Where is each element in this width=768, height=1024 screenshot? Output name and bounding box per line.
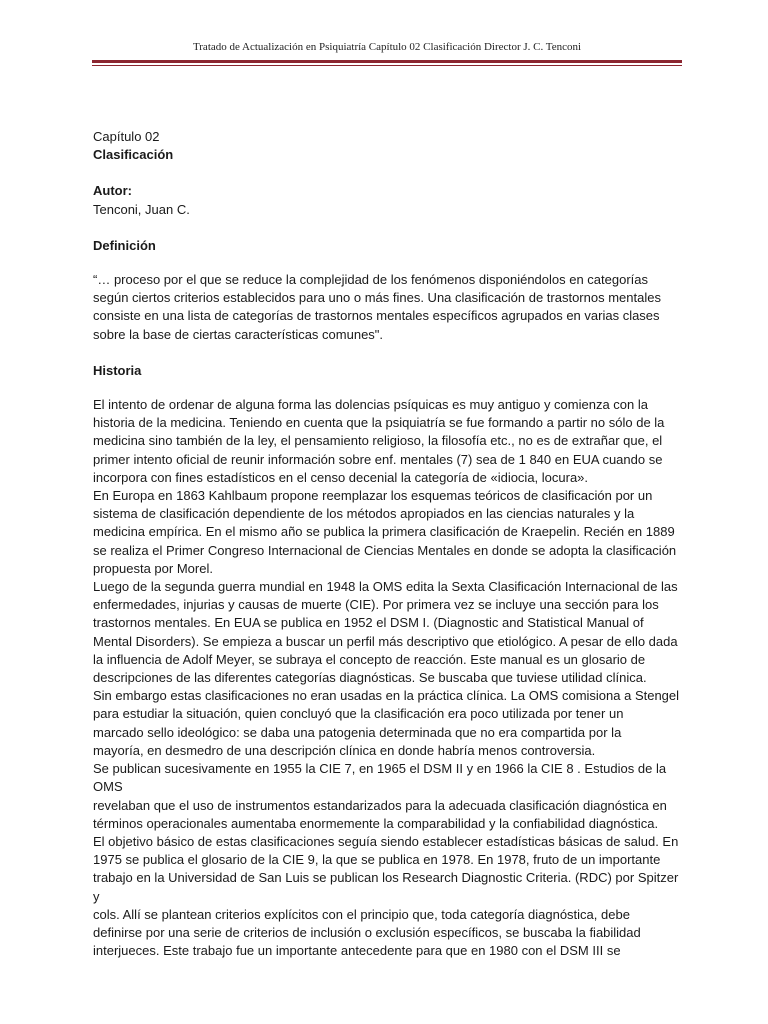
history-line: El intento de ordenar de alguna forma las dolencias psíquicas es muy antiguo y comienza con la: [93, 397, 648, 413]
history-line: En Europa en 1863 Kahlbaum propone reemplazar los esquemas teóricos de clasificación por un: [93, 488, 653, 504]
definition-heading: Definición: [93, 237, 156, 253]
history-line: cols. Allí se plantean criterios explícitos con el principio que, toda categoría diagnóstica, debe: [93, 906, 630, 922]
history-line: descripciones de las diferentes categorías diagnósticas. Se buscaba que tuviese utilidad clínica.: [93, 670, 647, 686]
history-line: El objetivo básico de estas clasificaciones seguía siendo establecer estadísticas básicas de salud. En: [93, 833, 679, 849]
history-paragraph: [93, 396, 683, 960]
running-header: Tratado de Actualización en Psiquiatría Capítulo 02 Clasificación Director J. C. Tenconi: [192, 41, 582, 53]
header-rule-thick: [92, 60, 682, 63]
definition-line: “… proceso por el que se reduce la complejidad de los fenómenos disponiéndolos en categorías: [93, 272, 649, 288]
history-line: definirse por una serie de criterios de inclusión o exclusión específicos, se buscaba la fiabilidad: [93, 924, 641, 940]
definition-line: según ciertos criterios establecidos para uno o más fines. Una clasificación de trastornos mentales: [93, 290, 661, 306]
history-line: sistema de clasificación dependiente de los métodos apropiados en las ciencias naturales y la: [93, 506, 635, 522]
history-line: medicina empírica. En el mismo año se publica la primera clasificación de Kraepelin. Recién en 1889: [93, 524, 675, 540]
history-heading: Historia: [93, 362, 142, 378]
history-line: para estudiar la situación, quien concluyó que la clasificación era poco utilizada por tener un: [93, 706, 624, 722]
history-line: Sin embargo estas clasificaciones no eran usadas en la práctica clínica. La OMS comisiona a Stengel: [93, 688, 680, 704]
history-line: historia de la medicina. Teniendo en cuenta que la psiquiatría se fue formando a partir no sólo de la: [93, 415, 665, 431]
history-line: la influencia de Adolf Meyer, se subraya el concepto de reacción. Este manual es un glosario de: [93, 651, 646, 667]
header-rule-thin: [92, 65, 682, 66]
history-line: marcado sello ideológico: se daba una patogenia determinada que no era compartida por la: [93, 724, 622, 740]
chapter-title: Clasificación: [93, 147, 174, 163]
history-line: trabajo en la Universidad de San Luis se publican los Research Diagnostic Criteria. (RDC) por Spitzer y: [93, 870, 679, 904]
history-line: Se publican sucesivamente en 1955 la CIE 7, en 1965 el DSM II y en 1966 la CIE 8 . Estudios de la OMS: [93, 761, 667, 795]
history-line: revelaban que el uso de instrumentos estandarizados para la adecuada clasificación diagnóstica en: [93, 797, 667, 813]
history-line: incorpora con fines estadísticos en el censo decenial la categoría de «idiocia, locura».: [93, 469, 589, 485]
author-label: Autor:: [93, 183, 132, 199]
history-line: propuesta por Morel.: [93, 560, 213, 576]
definition-paragraph: [93, 271, 683, 344]
history-line: Luego de la segunda guerra mundial en 1948 la OMS edita la Sexta Clasificación Internacional de las: [93, 579, 678, 595]
history-line: trastornos mentales. En EUA se publica en 1952 el DSM I. (Diagnostic and Statistical Manual of: [93, 615, 644, 631]
author-name: Tenconi, Juan C.: [93, 201, 190, 217]
history-line: medicina sino también de la ley, el pensamiento religioso, la filosofía etc., no es de extrañar que, el: [93, 433, 663, 449]
document-body: [93, 128, 683, 960]
history-line: términos operacionales aumentaba enormemente la comparabilidad y la confiabilidad diagnóstica.: [93, 815, 659, 831]
history-line: 1975 se publica el glosario de la CIE 9, la que se publica en 1978. En 1978, fruto de un importante: [93, 852, 661, 868]
history-line: mayoría, en desmedro de una descripción clínica en donde habría menos controversia.: [93, 742, 596, 758]
definition-line: sobre la base de ciertas características comunes".: [93, 326, 384, 342]
history-line: primer intento oficial de reunir información sobre enf. mentales (7) sea de 1 840 en EUA cuando se: [93, 451, 663, 467]
history-line: enfermedades, injurias y causas de muerte (CIE). Por primera vez se incluye una sección para los: [93, 597, 659, 613]
definition-line: consiste en una lista de categorías de trastornos mentales específicos agrupados en varias clases: [93, 308, 660, 324]
history-line: se realiza el Primer Congreso Internacional de Ciencias Mentales en donde se adopta la clasificación: [93, 542, 677, 558]
history-line: Mental Disorders). Se empieza a buscar un perfil más descriptivo que etiológico. A pesar de ello dada: [93, 633, 678, 649]
history-line: interjueces. Este trabajo fue un importante antecedente para que en 1980 con el DSM III se: [93, 943, 621, 959]
chapter-number: Capítulo 02: [93, 129, 160, 144]
